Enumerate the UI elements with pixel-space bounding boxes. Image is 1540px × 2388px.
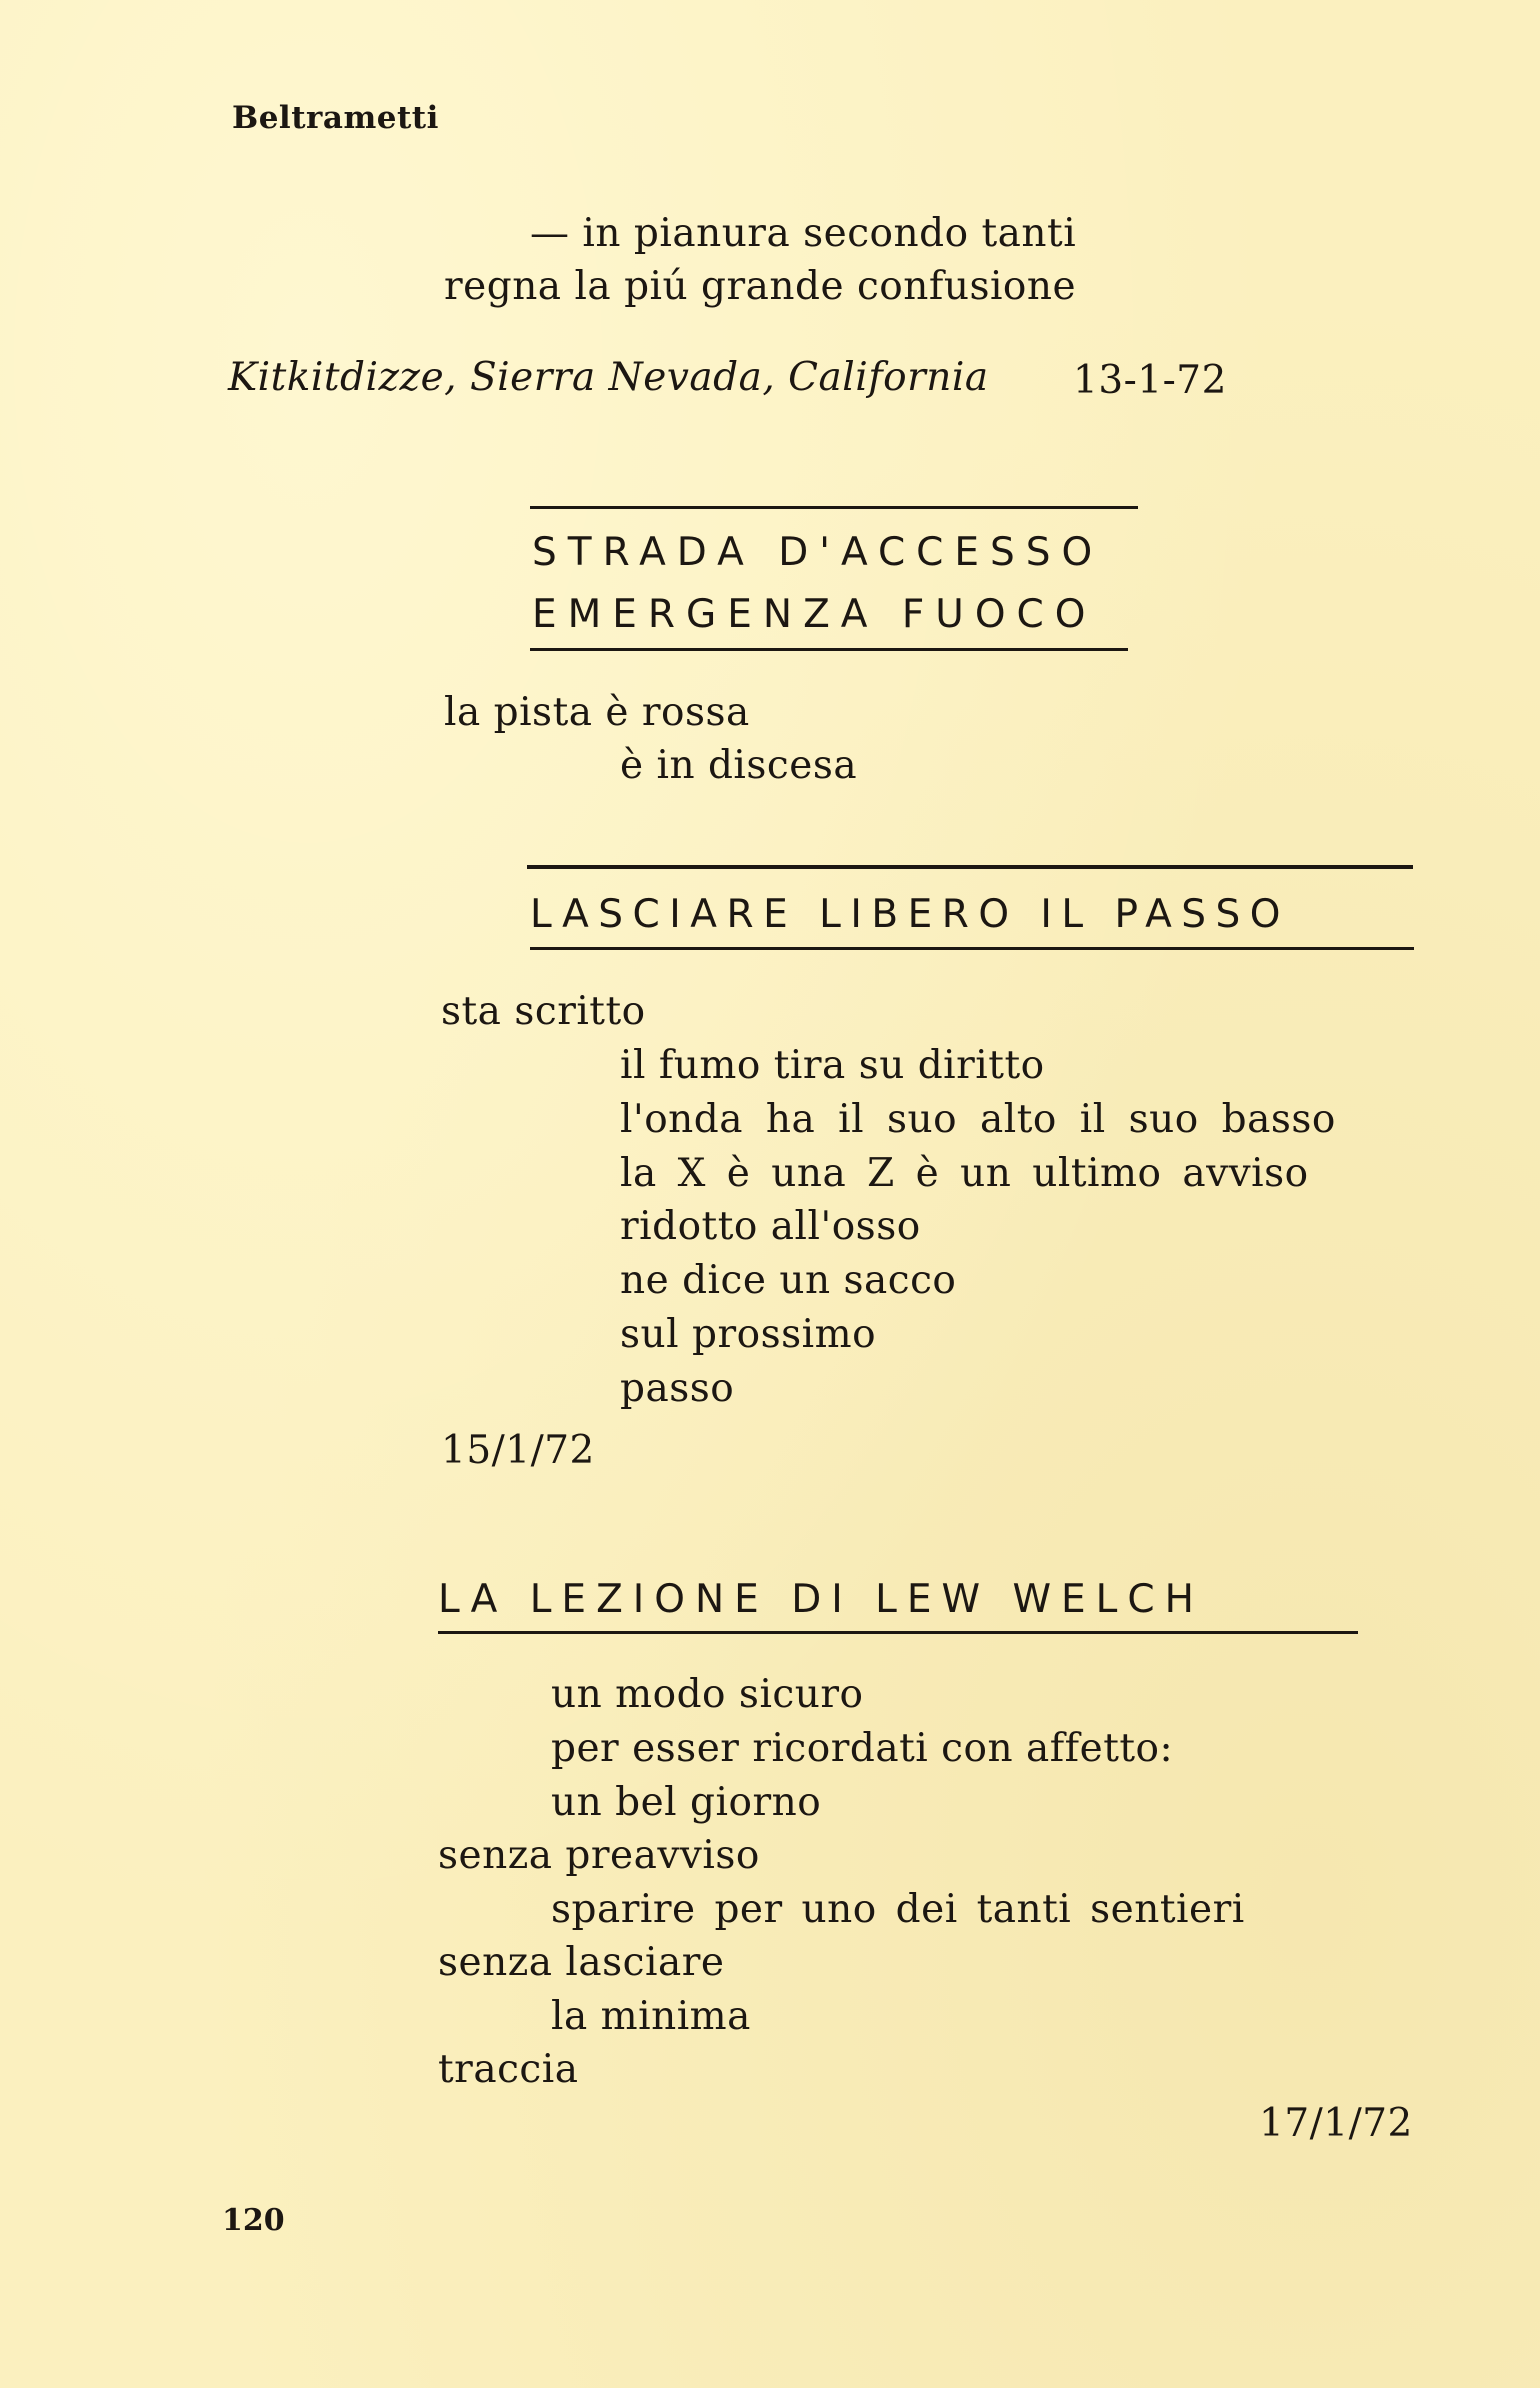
poem-line: sta scritto — [441, 989, 646, 1034]
date-line: 13-1-72 — [1073, 358, 1227, 403]
poem-line: passo — [620, 1366, 735, 1411]
poem-line: l'onda ha il suo alto il suo basso — [620, 1097, 1336, 1142]
title-rule-top — [527, 865, 1413, 869]
title-rule-bottom — [530, 947, 1414, 950]
poem-line: sparire per uno dei tanti sentieri — [551, 1887, 1245, 1932]
date-line: 15/1/72 — [441, 1428, 595, 1473]
poem-title: LA LEZIONE DI LEW WELCH — [438, 1577, 1204, 1622]
date-line: 17/1/72 — [1259, 2101, 1413, 2146]
poem-line: la pista è rossa — [444, 690, 750, 735]
running-head: Beltrametti — [232, 100, 439, 136]
sign-title-line: STRADA D'ACCESSO — [532, 530, 1104, 575]
poem-line: regna la piú grande confusione — [444, 264, 1077, 309]
place-line: Kitkitdizze, Sierra Nevada, California — [228, 355, 989, 400]
poem-line: per esser ricordati con affetto: — [551, 1726, 1174, 1771]
poem-line: senza preavviso — [438, 1833, 760, 1878]
title-rule-top — [530, 506, 1138, 509]
poem-line: un modo sicuro — [551, 1672, 864, 1717]
poem-line: sul prossimo — [620, 1312, 877, 1357]
poem-line: il fumo tira su diritto — [620, 1043, 1045, 1088]
poem-line: — in pianura secondo tanti — [530, 211, 1077, 256]
page-number: 120 — [222, 2203, 285, 2238]
poem-line: è in discesa — [620, 743, 858, 788]
sign-title-line: EMERGENZA FUOCO — [532, 592, 1097, 637]
poem-line: la X è una Z è un ultimo avviso — [620, 1151, 1309, 1196]
title-rule-bottom — [530, 648, 1128, 651]
poem-line: traccia — [438, 2047, 579, 2092]
poem-line: senza lasciare — [438, 1940, 725, 1985]
poem-line: ridotto all'osso — [620, 1204, 921, 1249]
title-rule-bottom — [438, 1631, 1358, 1634]
poem-line: un bel giorno — [551, 1780, 822, 1825]
poem-line: la minima — [551, 1994, 751, 2039]
poem-line: ne dice un sacco — [620, 1258, 957, 1303]
sign-title: LASCIARE LIBERO IL PASSO — [530, 892, 1290, 937]
